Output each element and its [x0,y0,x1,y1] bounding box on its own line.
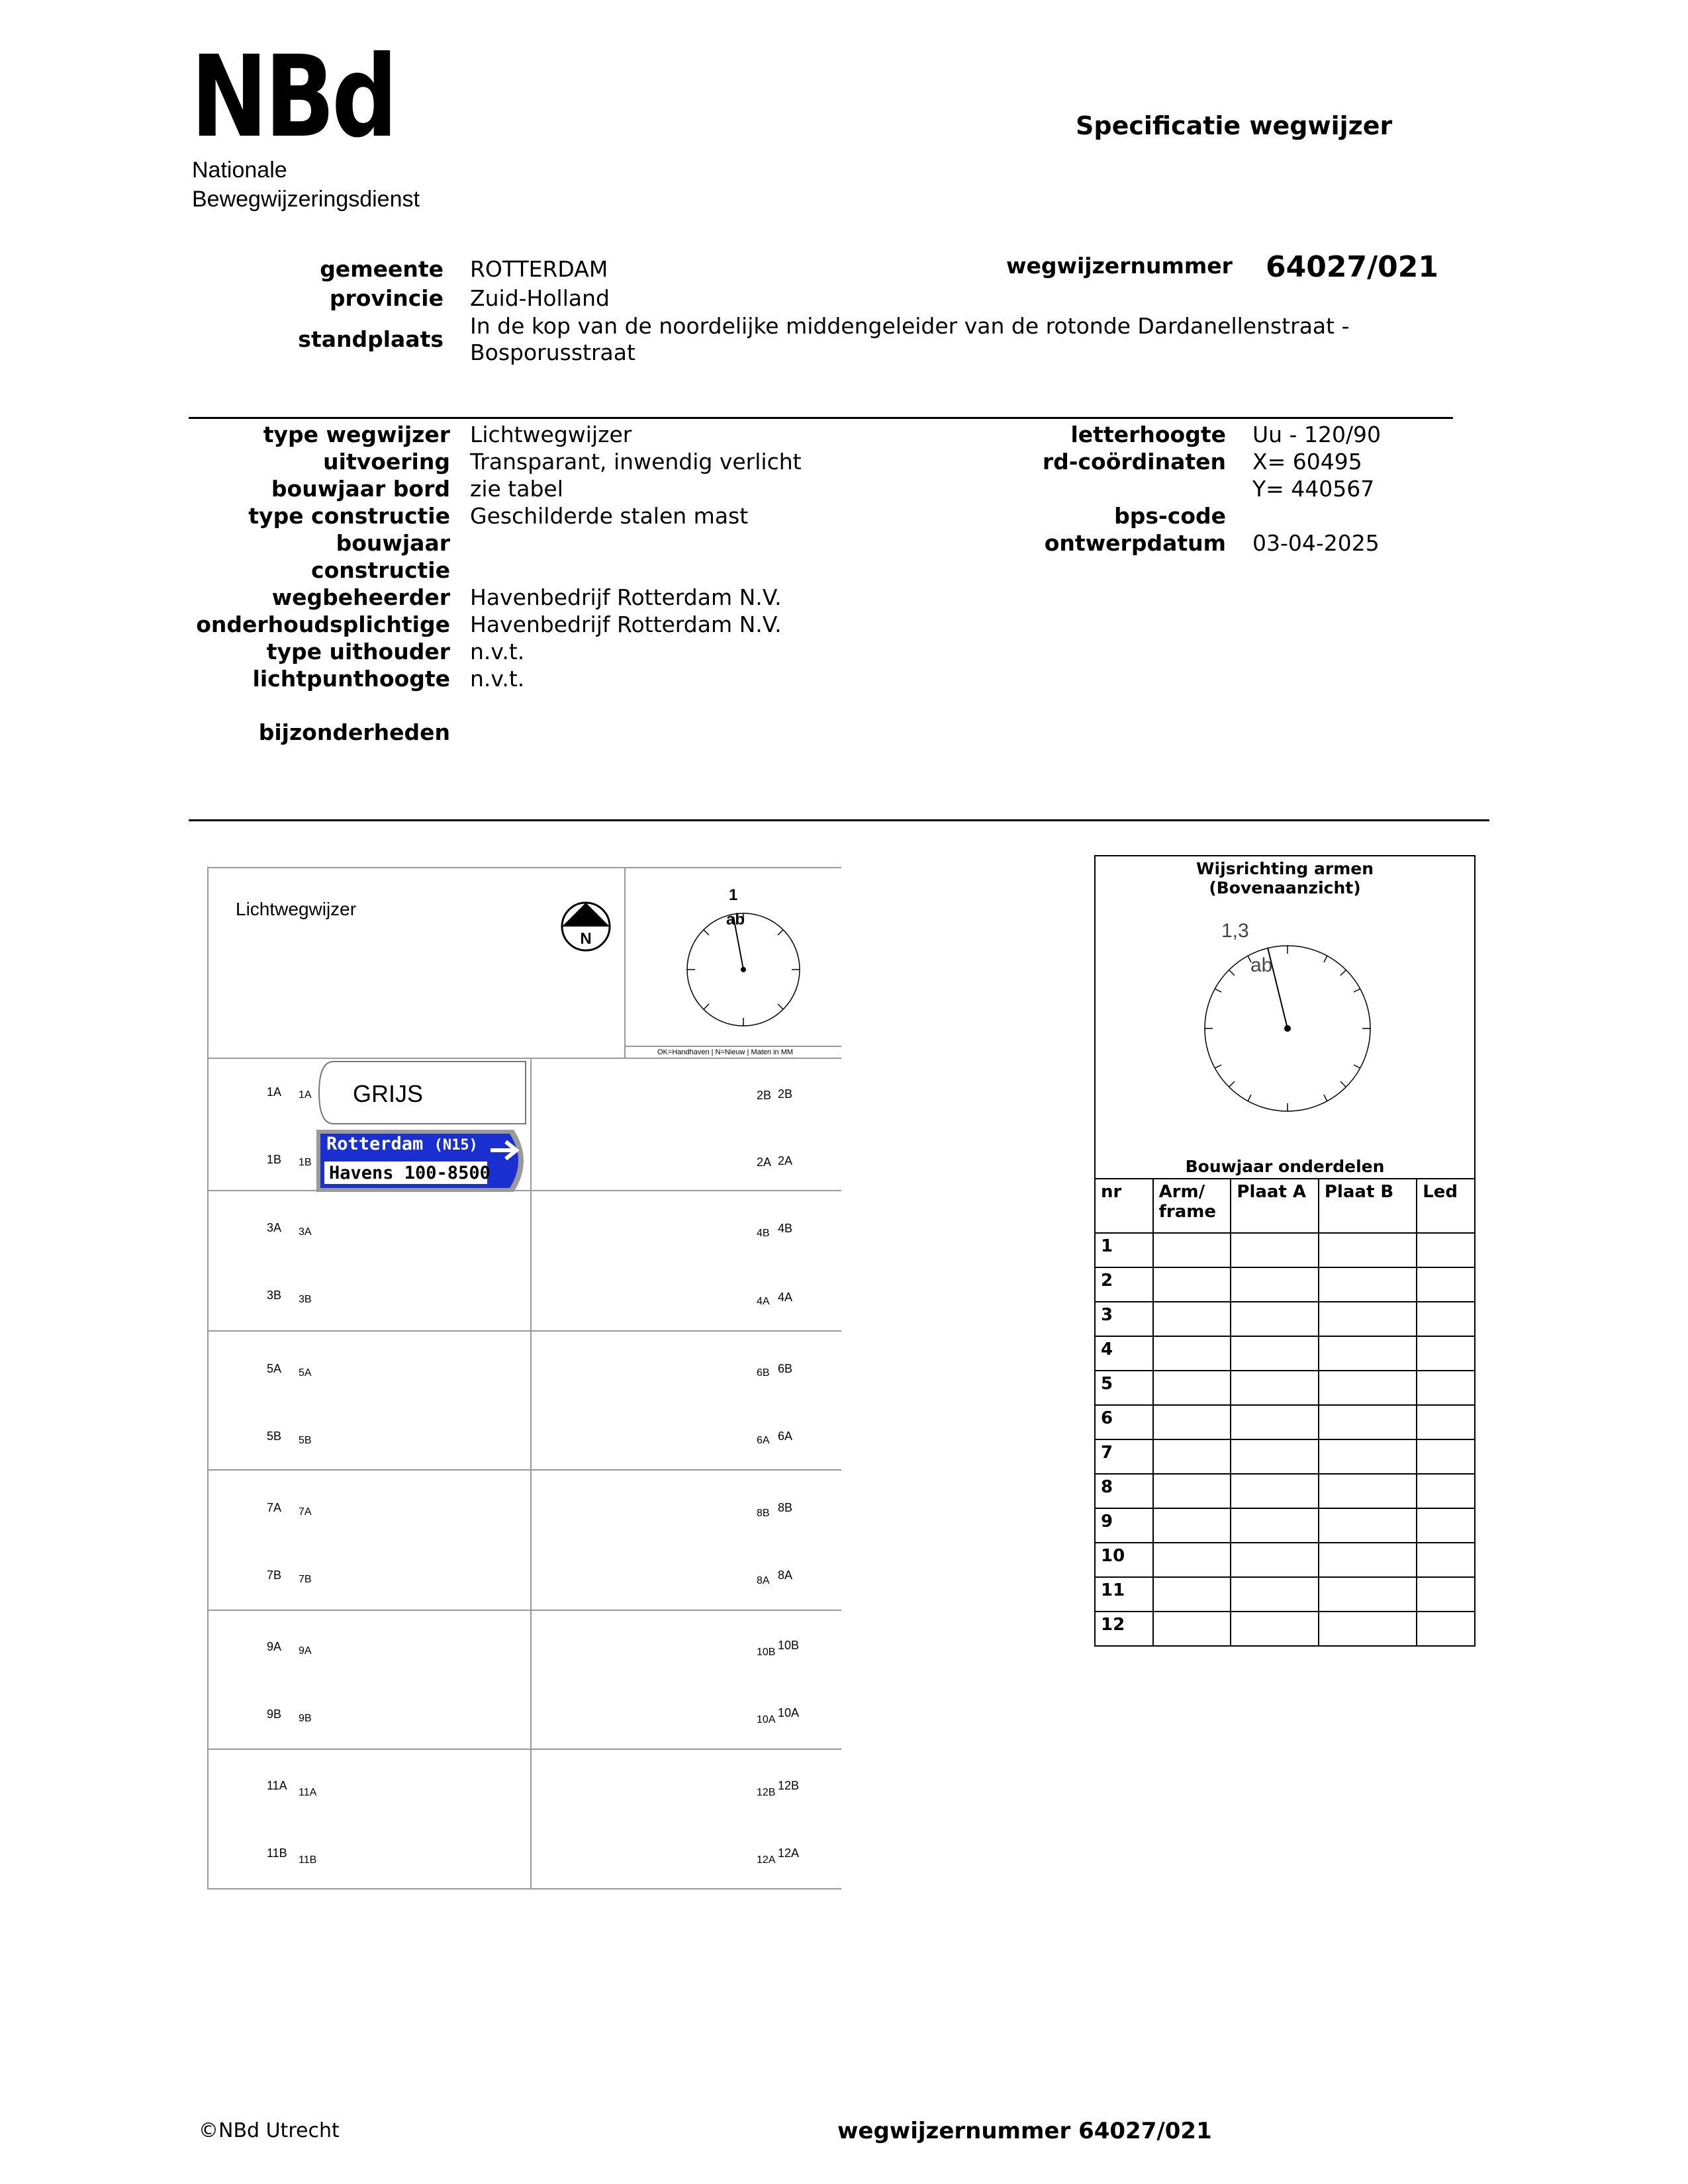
led-cell [1417,1302,1475,1336]
gemeente-value: ROTTERDAM [470,256,608,282]
type-wegwijzer-label: type wegwijzer [263,422,450,447]
led-cell [1417,1543,1475,1577]
slot-label-11b-inner: 11B [299,1854,317,1866]
table-row [1095,1508,1475,1543]
slot-label-8b-outer: 8B [778,1501,793,1514]
onderhoudsplichtige-value: Havenbedrijf Rotterdam N.V. [470,612,782,637]
small-compass [671,880,816,1039]
scale-note: OK=Handhaven | N=Nieuw | Maten in MM [657,1048,794,1056]
slot-label-8b: 8B [757,1508,770,1519]
row-number: 3 [1095,1302,1153,1336]
table-row [1095,1474,1475,1508]
row-number: 5 [1095,1371,1153,1405]
footer-wegwijzernummer: wegwijzernummer 64027/021 [837,2118,1212,2144]
slot-label-9b-inner: 9B [299,1713,312,1724]
letterhoogte-value: Uu - 120/90 [1252,422,1382,447]
slot-label-11a-inner: 11A [299,1787,317,1798]
table-row [1095,1371,1475,1405]
plaat-a-cell [1231,1612,1319,1646]
plaat-b-cell [1319,1612,1417,1646]
slot-label-7a: 7A [267,1501,282,1514]
gemeente-label: gemeente [320,256,444,282]
row-number: 6 [1095,1405,1153,1439]
provincie-value: Zuid-Holland [470,285,610,311]
header-plaat-a: Plaat A [1231,1179,1319,1233]
wijsrichting-title: Wijsrichting armen [1196,859,1374,878]
sign-line-1-tag: (N15) [434,1137,478,1154]
slot-label-10a: 10A [757,1714,776,1725]
table-row [1095,1336,1475,1371]
plaat-a-cell [1231,1371,1319,1405]
rd-y-value: Y= 440567 [1252,476,1375,502]
arm-frame-cell [1153,1371,1231,1405]
arm-frame-cell [1153,1508,1231,1543]
nbd-logo: NBd [191,32,395,163]
standplaats-label: standplaats [298,326,444,352]
type-constructie-label: type constructie [248,503,450,529]
logo-line-2: Bewegwijzeringsdienst [192,187,420,212]
plaat-b-cell [1319,1233,1417,1267]
ontwerpdatum-value: 03-04-2025 [1252,530,1380,556]
table-row [1095,1439,1475,1474]
slot-label-8a-outer: 8A [778,1569,793,1582]
wegwijzernummer-value: 64027/021 [1266,250,1438,284]
slot-label-1a: 1A [267,1085,282,1099]
compass-arm-label: 1,3 [1221,920,1249,942]
led-cell [1417,1612,1475,1646]
plaat-b-cell [1319,1336,1417,1371]
uitvoering-label: uitvoering [323,449,450,475]
small-compass-arm: 1 [729,886,738,904]
arm-frame-cell [1153,1233,1231,1267]
arm-frame-cell [1153,1577,1231,1612]
row-number: 1 [1095,1233,1153,1267]
plaat-a-cell [1231,1336,1319,1371]
letterhoogte-label: letterhoogte [1070,422,1226,447]
slot-label-11a: 11A [267,1779,287,1792]
grijs-arm [315,1060,534,1126]
table-row [1095,1543,1475,1577]
header-nr: nr [1095,1179,1153,1233]
slot-label-9a: 9A [267,1640,282,1653]
row-number: 2 [1095,1267,1153,1302]
plaat-a-cell [1231,1474,1319,1508]
led-cell [1417,1371,1475,1405]
provincie-label: provincie [329,285,444,311]
uitvoering-value: Transparant, inwendig verlicht [470,449,802,475]
led-cell [1417,1405,1475,1439]
header-arm-frame [1153,1179,1231,1233]
slot-label-2a: 2A [757,1156,772,1169]
sign-line-1: Rotterdam [326,1134,424,1154]
row-number: 9 [1095,1508,1153,1543]
table-row [1095,1405,1475,1439]
plaat-b-cell [1319,1267,1417,1302]
grijs-label: GRIJS [353,1080,424,1107]
header-arm: Arm/ [1158,1182,1205,1202]
compass-ab-label: ab [1250,954,1273,976]
arm-frame-cell [1153,1302,1231,1336]
standplaats-value-1: In de kop van de noordelijke middengeleider van de rotonde Dardanellenstraat - [470,313,1350,339]
type-uithouder-value: n.v.t. [470,639,525,664]
plaat-a-cell [1231,1267,1319,1302]
table-row [1095,1267,1475,1302]
slot-label-7b-inner: 7B [299,1574,312,1585]
header-plaat-b: Plaat B [1319,1179,1417,1233]
arm-frame-cell [1153,1267,1231,1302]
bouwjaar-bord-label: bouwjaar bord [271,476,450,502]
plaat-b-cell [1319,1371,1417,1405]
led-cell [1417,1233,1475,1267]
plaat-a-cell [1231,1508,1319,1543]
wegbeheerder-label: wegbeheerder [271,584,450,610]
drawing-title: Lichtwegwijzer [236,899,357,919]
bouwjaar-constructie-label-2: constructie [311,557,450,583]
row-number: 11 [1095,1577,1153,1612]
onderhoudsplichtige-label: onderhoudsplichtige [196,612,450,637]
slot-label-7b: 7B [267,1569,282,1582]
type-uithouder-label: type uithouder [266,639,450,664]
slot-label-6a-outer: 6A [778,1430,793,1443]
slot-label-1b-inner: 1B [299,1157,312,1168]
led-cell [1417,1474,1475,1508]
row-number: 7 [1095,1439,1153,1474]
plaat-b-cell [1319,1543,1417,1577]
slot-label-10a-outer: 10A [778,1706,800,1719]
slot-label-9a-inner: 9A [299,1645,312,1657]
slot-label-11b: 11B [267,1846,287,1860]
slot-label-1b: 1B [267,1153,282,1166]
bouwjaar-title: Bouwjaar onderdelen [1185,1157,1385,1176]
wegwijzernummer-label: wegwijzernummer [1006,253,1233,279]
plaat-b-cell [1319,1508,1417,1543]
led-cell [1417,1267,1475,1302]
slot-label-4a-outer: 4A [778,1291,793,1304]
slot-label-10b-outer: 10B [778,1639,800,1652]
arm-frame-cell [1153,1543,1231,1577]
row-number: 12 [1095,1612,1153,1646]
slot-label-9b: 9B [267,1707,282,1721]
slot-label-4b-outer: 4B [778,1222,793,1235]
arm-frame-cell [1153,1439,1231,1474]
arm-frame-cell [1153,1474,1231,1508]
led-cell [1417,1439,1475,1474]
lichtpunthoogte-value: n.v.t. [470,666,525,692]
table-header-row [1095,1179,1475,1233]
slot-label-4b: 4B [757,1228,770,1239]
ontwerpdatum-label: ontwerpdatum [1044,530,1226,556]
slot-label-6a: 6A [757,1435,770,1446]
logo-line-1: Nationale [192,158,287,183]
bouwjaar-table [1094,1178,1476,1647]
slot-label-5a: 5A [267,1362,282,1375]
plaat-b-cell [1319,1577,1417,1612]
table-row [1095,1233,1475,1267]
rd-x-value: X= 60495 [1252,449,1362,475]
plaat-b-cell [1319,1405,1417,1439]
slot-label-3b-inner: 3B [299,1294,312,1305]
header-led: Led [1417,1179,1475,1233]
slot-label-3b: 3B [267,1289,282,1302]
table-row [1095,1302,1475,1336]
plaat-a-cell [1231,1577,1319,1612]
bps-code-label: bps-code [1114,503,1226,529]
slot-label-12a-outer: 12A [778,1846,800,1860]
slot-label-2b-outer: 2B [778,1087,793,1101]
wijsrichting-box [1094,855,1476,1179]
plaat-a-cell [1231,1439,1319,1474]
slot-label-10b: 10B [757,1647,776,1658]
type-wegwijzer-value: Lichtwegwijzer [470,422,632,447]
slot-label-4a: 4A [757,1296,770,1307]
bouwjaar-bord-value: zie tabel [470,476,563,502]
slot-label-6b-outer: 6B [778,1362,793,1375]
document-title: Specificatie wegwijzer [1076,111,1393,140]
sign-drawing [207,867,841,1889]
slot-label-7a-inner: 7A [299,1506,312,1518]
slot-label-5b: 5B [267,1430,282,1443]
small-compass-ab: ab [726,911,745,929]
lichtpunthoogte-label: lichtpunthoogte [252,666,450,692]
led-cell [1417,1577,1475,1612]
footer-copyright: ©NBd Utrecht [199,2119,340,2142]
slot-label-2b: 2B [757,1089,772,1102]
slot-label-3a: 3A [267,1221,282,1234]
bijzonderheden-label: bijzonderheden [258,719,450,745]
row-number: 8 [1095,1474,1153,1508]
slot-label-8a: 8A [757,1575,770,1586]
slot-label-12b-outer: 12B [778,1779,800,1792]
slot-label-1a-inner: 1A [299,1089,312,1101]
rd-coordinaten-label: rd-coördinaten [1042,449,1226,475]
plaat-a-cell [1231,1302,1319,1336]
divider-top [189,417,1453,419]
slot-label-12b: 12B [757,1787,776,1798]
arm-frame-cell [1153,1612,1231,1646]
header-frame: frame [1158,1202,1216,1222]
led-cell [1417,1508,1475,1543]
table-row [1095,1612,1475,1646]
standplaats-value-2: Bosporusstraat [470,340,635,365]
row-number: 4 [1095,1336,1153,1371]
compass-dial [1195,916,1380,1115]
led-cell [1417,1336,1475,1371]
slot-label-5b-inner: 5B [299,1435,312,1446]
arm-frame-cell [1153,1336,1231,1371]
slot-label-2a-outer: 2A [778,1154,793,1167]
plaat-a-cell [1231,1405,1319,1439]
arm-frame-cell [1153,1405,1231,1439]
sign-line-2: Havens 100-8500 [329,1163,491,1183]
divider-bottom [189,819,1489,821]
slot-label-12a: 12A [757,1854,776,1866]
wegbeheerder-value: Havenbedrijf Rotterdam N.V. [470,584,782,610]
plaat-a-cell [1231,1233,1319,1267]
bouwjaar-constructie-label-1: bouwjaar [336,530,450,556]
slot-label-6b: 6B [757,1367,770,1379]
row-number: 10 [1095,1543,1153,1577]
slot-label-3a-inner: 3A [299,1226,312,1238]
type-constructie-value: Geschilderde stalen mast [470,503,749,529]
wijsrichting-subtitle: (Bovenaanzicht) [1209,878,1361,897]
table-row [1095,1577,1475,1612]
north-arrow-icon [558,899,614,954]
north-letter: N [580,930,592,948]
slot-label-5a-inner: 5A [299,1367,312,1379]
plaat-b-cell [1319,1474,1417,1508]
plaat-b-cell [1319,1439,1417,1474]
plaat-b-cell [1319,1302,1417,1336]
plaat-a-cell [1231,1543,1319,1577]
